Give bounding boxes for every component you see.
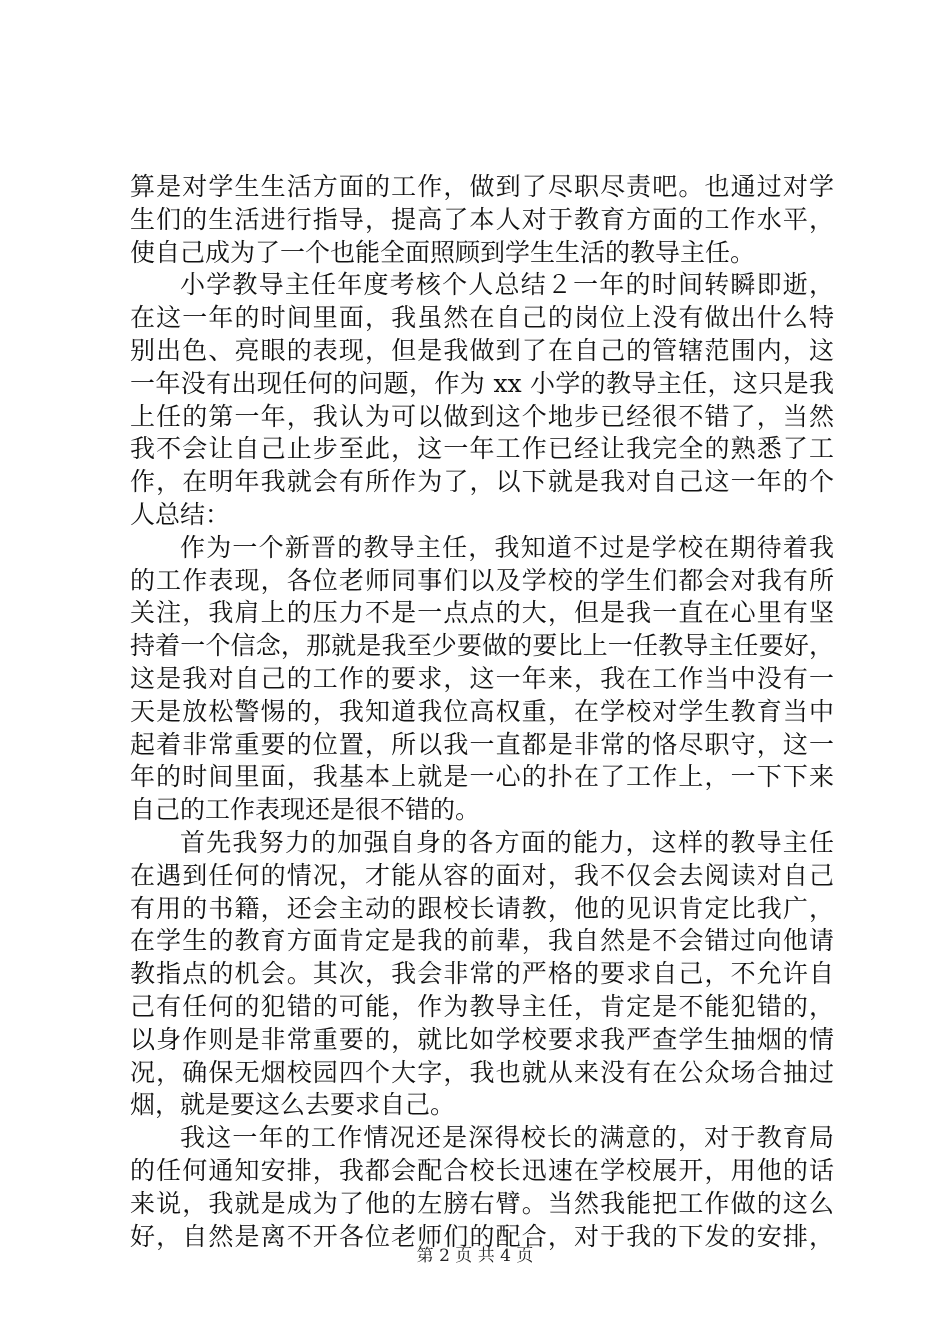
text-line: 这是我对自己的工作的要求，这一年来，我在工作当中没有一 <box>130 663 834 693</box>
text-line: 在学生的教育方面肯定是我的前辈，我自然是不会错过向他请 <box>130 926 834 956</box>
text-line: 作为一个新晋的教导主任，我知道不过是学校在期待着我 <box>180 532 834 562</box>
text-line: 来说，我就是成为了他的左膀右臂。当然我能把工作做的这么 <box>130 1188 834 1218</box>
text-line: 作，在明年我就会有所作为了，以下就是我对自己这一年的个 <box>130 467 834 497</box>
text-line: 好，自然是离不开各位老师们的配合，对于我的下发的安排， <box>130 1221 834 1251</box>
text-line: 年的时间里面，我基本上就是一心的扑在了工作上，一下下来 <box>130 762 834 792</box>
text-line: 在遇到任何的情况，才能从容的面对，我不仅会去阅读对自己 <box>130 860 834 890</box>
text-line: 天是放松警惕的，我知道我位高权重，在学校对学生教育当中 <box>130 696 834 726</box>
text-line: 算是对学生生活方面的工作，做到了尽职尽责吧。也通过对学 <box>130 172 834 201</box>
page-number-label: 第 2 页 共 4 页 <box>416 1246 534 1266</box>
text-line: 首先我努力的加强自身的各方面的能力，这样的教导主任 <box>180 827 834 857</box>
text-line: 关注，我肩上的压力不是一点点的大，但是我一直在心里有坚 <box>130 598 834 628</box>
text-line: 一年没有出现任何的问题，作为 xx 小学的教导主任，这只是我 <box>130 368 834 398</box>
text-line: 的工作表现，各位老师同事们以及学校的学生们都会对我有所 <box>130 565 834 595</box>
text-line: 有用的书籍，还会主动的跟校长请教，他的见识肯定比我广， <box>130 893 834 923</box>
text-line: 人总结： <box>130 499 231 529</box>
page-footer <box>0 1245 950 1267</box>
text-line: 己有任何的犯错的可能，作为教导主任，肯定是不能犯错的， <box>130 991 834 1021</box>
text-line: 生们的生活进行指导，提高了本人对于教育方面的工作水平， <box>130 204 834 234</box>
text-line: 上任的第一年，我认为可以做到这个地步已经很不错了，当然 <box>130 401 834 431</box>
text-line: 别出色、亮眼的表现，但是我做到了在自己的管辖范围内，这 <box>130 335 834 365</box>
text-line: 起着非常重要的位置，所以我一直都是非常的恪尽职守，这一 <box>130 729 834 759</box>
text-line: 使自己成为了一个也能全面照顾到学生生活的教导主任。 <box>130 237 756 267</box>
text-line: 持着一个信念，那就是我至少要做的要比上一任教导主任要好， <box>130 631 834 661</box>
text-line: 小学教导主任年度考核个人总结２一年的时间转瞬即逝， <box>180 270 834 300</box>
text-line: 我这一年的工作情况还是深得校长的满意的，对于教育局 <box>180 1123 834 1153</box>
text-line: 自己的工作表现还是很不错的。 <box>130 795 481 825</box>
text-line: 我不会让自己止步至此，这一年工作已经让我完全的熟悉了工 <box>130 434 834 464</box>
text-line: 以身作则是非常重要的，就比如学校要求我严查学生抽烟的情 <box>130 1024 834 1054</box>
text-line: 烟，就是要这么去要求自己。 <box>130 1090 456 1120</box>
document-body <box>130 171 834 1253</box>
text-line: 的任何通知安排，我都会配合校长迅速在学校展开，用他的话 <box>130 1155 834 1185</box>
text-line: 教指点的机会。其次，我会非常的严格的要求自己，不允许自 <box>130 959 834 989</box>
text-line: 况，确保无烟校园四个大字，我也就从来没有在公众场合抽过 <box>130 1057 834 1087</box>
text-line: 在这一年的时间里面，我虽然在自己的岗位上没有做出什么特 <box>130 303 834 333</box>
